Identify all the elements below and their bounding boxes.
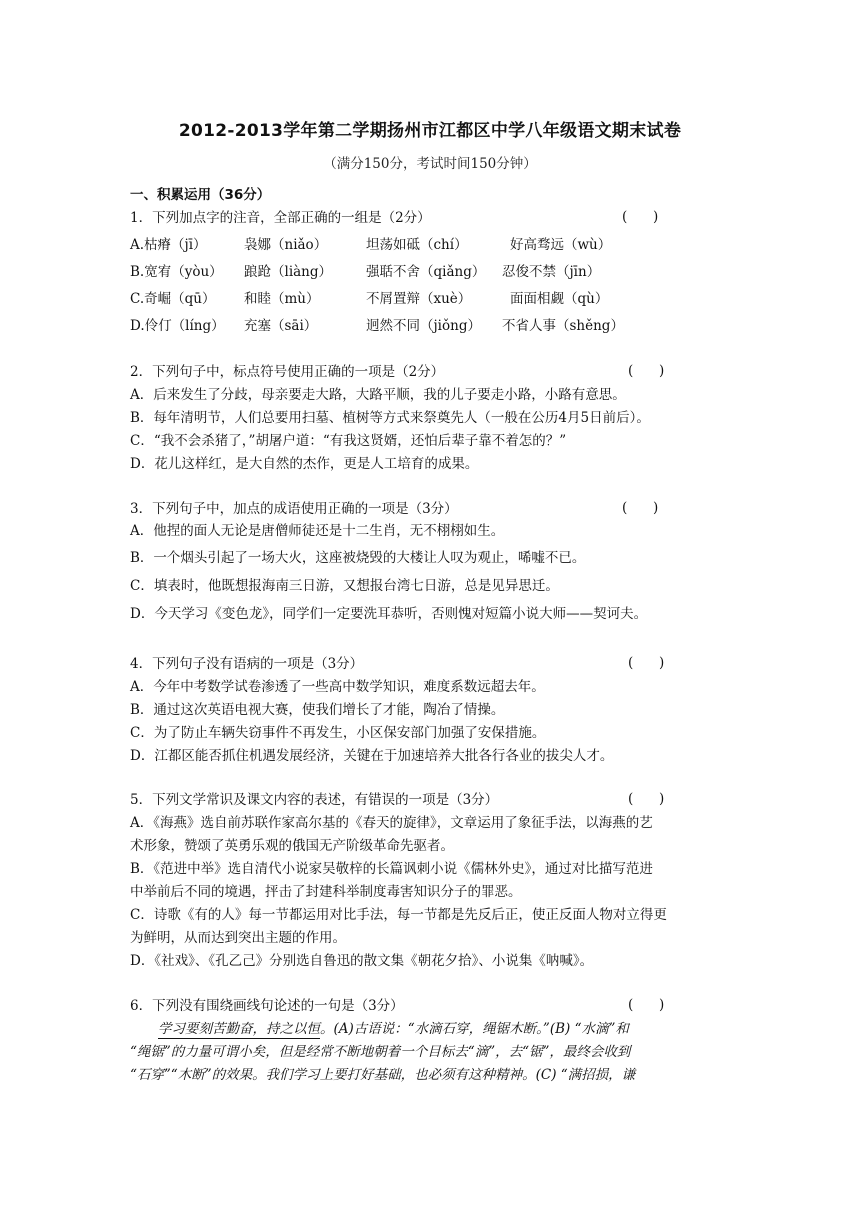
q6-passage-line-3: “石穿”“木断”的效果。我们学习上要打好基础，也必须有这种精神。(C) “满招损，谦 [130, 1067, 636, 1083]
q1-a-4: 好高骛远（wù） [510, 237, 612, 253]
q4-option-c: C．为了防止车辆失窃事件不再发生，小区保安部门加强了安保措施。 [130, 725, 546, 741]
q1-b-4: 忍俊不禁（jīn） [502, 264, 601, 280]
q5-line-6: 为鲜明，从而达到突出主题的作用。 [130, 930, 346, 946]
q1-a-1: A.枯瘠（jī） [130, 237, 207, 253]
q1-b-3: 强聒不舍（qiǎng） [366, 264, 486, 280]
q4-stem: 4．下列句子没有语病的一项是（3分） [130, 656, 364, 672]
q3-answer-blank: ( ) [622, 500, 659, 516]
q6-passage-line-1 [158, 1020, 629, 1038]
q3-option-c: C．填表时，他既想报海南三日游，又想报台湾七日游，总是见异思迁。 [130, 578, 559, 594]
q1-d-1: D.伶仃（líng） [130, 318, 225, 334]
q1-d-4: 不省人事（shěng） [502, 318, 624, 334]
q5-stem: 5．下列文学常识及课文内容的表述，有错误的一项是（3分） [130, 792, 499, 808]
q1-d-3: 迥然不同（jiǒng） [366, 318, 481, 334]
q1-c-3: 不屑置辩（xuè） [366, 291, 472, 307]
q3-option-a: A．他捏的面人无论是唐僧师徒还是十二生肖，无不栩栩如生。 [130, 523, 505, 539]
exam-title: 2012-2013学年第二学期扬州市江都区中学八年级语文期末试卷 [178, 121, 682, 141]
q5-line-4: 中举前后不同的境遇，抨击了封建科举制度毒害知识分子的罪恶。 [130, 884, 522, 900]
q1-c-4: 面面相觑（qù） [510, 291, 609, 307]
q1-d-2: 充塞（sāi） [244, 318, 318, 334]
q5-answer-blank: ( ) [628, 791, 665, 807]
q1-b-2: 踉跄（liàng） [244, 264, 333, 280]
q4-option-b: B．通过这次英语电视大赛，使我们增长了才能，陶冶了情操。 [130, 702, 505, 718]
q6-answer-blank: ( ) [628, 997, 665, 1013]
q2-answer-blank: ( ) [628, 363, 665, 379]
q1-a-3: 坦荡如砥（chí） [366, 237, 468, 253]
q6-passage-line-2: “绳锯”的力量可谓小矣，但是经常不断地朝着一个目标去“滴”，去“锯”，最终会收到 [130, 1044, 631, 1060]
q5-line-2: 术形象，赞颂了英勇乐观的俄国无产阶级革命先驱者。 [130, 838, 454, 854]
q2-option-a: A．后来发生了分歧，母亲要走大路，大路平顺，我的儿子要走小路，小路有意思。 [130, 387, 626, 403]
q3-stem: 3．下列句子中，加点的成语使用正确的一项是（3分） [130, 501, 458, 517]
q3-option-d: D．今天学习《变色龙》，同学们一定要洗耳恭听，否则愧对短篇小说大师——契诃夫。 [130, 606, 648, 622]
q1-stem: 1．下列加点字的注音，全部正确的一组是（2分） [130, 210, 431, 226]
q5-line-3: B．《范进中举》选自清代小说家吴敬梓的长篇讽刺小说《儒林外史》，通过对比描写范进 [130, 861, 653, 877]
q2-option-b: B．每年清明节，人们总要用扫墓、植树等方式来祭奠先人（一般在公历4月5日前后）。 [130, 410, 650, 426]
q5-line-7: D．《社戏》、《孔乙己》分别选自鲁迅的散文集《朝花夕拾》、小说集《呐喊》。 [130, 953, 594, 969]
section-heading: 一、积累运用（36分） [130, 187, 271, 203]
q1-a-2: 袅娜（niǎo） [244, 237, 328, 253]
q3-option-b: B．一个烟头引起了一场大火，这座被烧毁的大楼让人叹为观止，唏嘘不已。 [130, 550, 586, 566]
q5-line-1: A．《海燕》选自前苏联作家高尔基的《春天的旋律》，文章运用了象征手法，以海燕的艺 [130, 815, 653, 831]
q2-option-d: D．花儿这样红，是大自然的杰作，更是人工培育的成果。 [130, 456, 479, 472]
q1-c-2: 和睦（mù） [244, 291, 320, 307]
q2-option-c: C．“我不会杀猪了，”胡屠户道：“有我这贤婿，还怕后辈子靠不着怎的？” [130, 433, 567, 449]
q6-stem: 6．下列没有围绕画线句论述的一句是（3分） [130, 998, 404, 1014]
q4-option-d: D．江都区能否抓住机遇发展经济，关键在于加速培养大批各行各业的拔尖人才。 [130, 748, 614, 764]
q6-passage-line-1-rest: 。(A)古语说：“水滴石穿，绳锯木断。”(B) “水滴”和 [320, 1021, 629, 1037]
q6-underlined-sentence: 学习要刻苦勤奋，持之以恒 [158, 1021, 320, 1037]
q4-option-a: A．今年中考数学试卷渗透了一些高中数学知识，难度系数远超去年。 [130, 679, 545, 695]
q1-c-1: C.奇崛（qū） [130, 291, 216, 307]
exam-subtitle: （满分150分，考试时间150分钟） [323, 156, 537, 172]
q2-stem: 2．下列句子中，标点符号使用正确的一项是（2分） [130, 364, 445, 380]
q4-answer-blank: ( ) [628, 655, 665, 671]
q1-answer-blank: ( ) [622, 209, 659, 225]
q1-b-1: B.宽宥（yòu） [130, 264, 223, 280]
q5-line-5: C．诗歌《有的人》每一节都运用对比手法，每一节都是先反后正，使正反面人物对立得更 [130, 907, 667, 923]
